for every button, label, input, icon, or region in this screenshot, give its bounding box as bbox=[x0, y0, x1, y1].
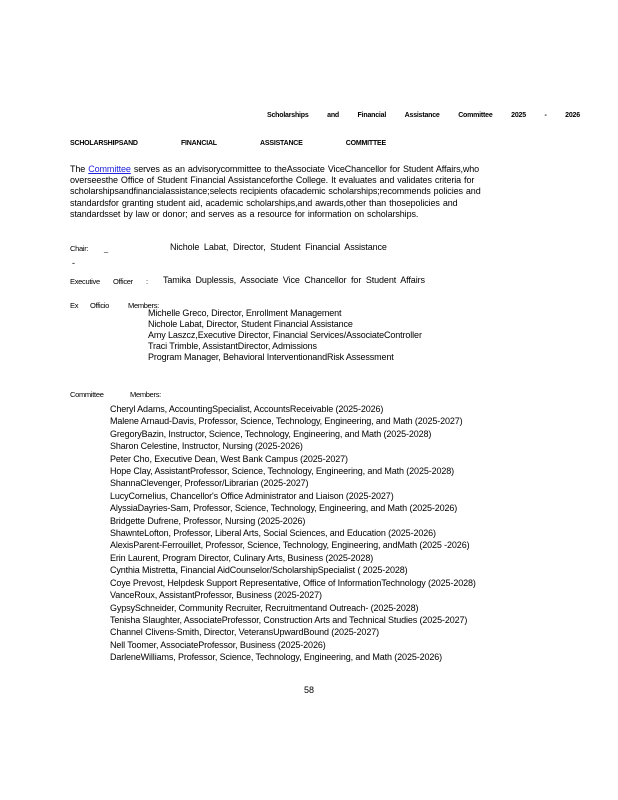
committee-label-2: Members: bbox=[130, 390, 161, 399]
exofficio-member-row: Amy Laszcz,Executive Director, Financial Services/AssociateController bbox=[148, 330, 422, 340]
exofficio-label-2: Officio bbox=[90, 301, 110, 310]
committee-member-row: Coye Prevost, Helpdesk Support Representative, Office of InformationTechnology (2025-2028) bbox=[110, 577, 476, 588]
page-title-word: ASSISTANCE bbox=[260, 140, 303, 147]
committee-member-row: Peter Cho, Executive Dean, West Bank Campus (2025-2027) bbox=[110, 453, 348, 464]
exofficio-label-1: Ex bbox=[70, 301, 79, 310]
committee-member-row: Erin Laurent, Program Director, Culinary Arts, Business (2025-2028) bbox=[110, 552, 374, 563]
committee-member-row: ShannaClevenger, Professor/Librarian (2025-2027) bbox=[110, 478, 309, 489]
committee-member-row: AlyssiaDayries-Sam, Professor, Science, Technology, Engineering, and Math (2025-2026) bbox=[110, 503, 458, 514]
intro-line: overseesthe Office of Student Financial Assistanceforthe College. It evaluates and validates criteria for bbox=[70, 175, 475, 186]
exofficio-member-row: Traci Trimble, AssistantDirector, Admissions bbox=[148, 341, 317, 351]
intro-line1-rest: serves as an advisorycommittee to theAssociate ViceChancellor for Student Affairs,who bbox=[130, 164, 480, 174]
intro-line: scholarshipsandfinancialassistance;selects recipients ofacademic scholarships;recommends policies and bbox=[70, 186, 481, 197]
committee-member-row: GregoryBazin, Instructor, Science, Technology, Engineering, and Math (2025-2028) bbox=[110, 428, 432, 439]
intro-line: standardsfor granting student aid, academic scholarships,and awards,other than thosepolicies and bbox=[70, 197, 458, 208]
running-header-word: Financial bbox=[357, 112, 387, 119]
running-header-word: Assistance bbox=[404, 112, 440, 119]
committee-member-row: Tenisha Slaughter, AssociateProfessor, Construction Arts and Technical Studies (2025-2027) bbox=[110, 614, 468, 625]
intro-paragraph bbox=[70, 164, 586, 220]
intro-line bbox=[70, 164, 586, 175]
running-header-word: Committee bbox=[458, 112, 493, 119]
intro-lines bbox=[70, 175, 586, 220]
committee-member-row: LucyCornelius, Chancellor's Office Administrator and Liaison (2025-2027) bbox=[110, 490, 394, 501]
exofficio-label-3: Members: bbox=[128, 301, 159, 310]
committee-member-row: VanceRoux, AssistantProfessor, Business (2025-2027) bbox=[110, 590, 322, 601]
executive-label-1: Executive bbox=[70, 277, 100, 286]
committee-member-row: GypsySchneider, Community Recruiter, Recruitmentand Outreach- (2025-2028) bbox=[110, 602, 419, 613]
committee-label-1: Committee bbox=[70, 390, 104, 399]
page-title-word: FINANCIAL bbox=[180, 140, 217, 147]
committee-member-row: Malene Arnaud-Davis, Professor, Science, Technology, Engineering, and Math (2025-2027) bbox=[110, 416, 463, 427]
chair-value: Nichole Labat, Director, Student Financial Assistance bbox=[170, 242, 387, 252]
running-header-word: - bbox=[544, 112, 547, 119]
committee-member-row: Cynthia Mistretta, Financial AidCounselor/ScholarshipSpecialist ( 2025-2028) bbox=[110, 565, 408, 576]
running-header-word: and bbox=[327, 112, 339, 119]
running-header-word: 2025 bbox=[511, 112, 526, 119]
committee-member-row: ShawnteLofton, Professor, Liberal Arts, Social Sciences, and Education (2025-2026) bbox=[110, 528, 436, 539]
exofficio-member-row: Program Manager, Behavioral InterventionandRisk Assessment bbox=[148, 352, 394, 362]
committee-member-list bbox=[110, 403, 476, 664]
chair-dash: _ bbox=[104, 244, 108, 253]
exofficio-member-row: Nichole Labat, Director, Student Financial Assistance bbox=[148, 319, 353, 329]
intro-prefix: The bbox=[70, 164, 89, 174]
page-title-word: SCHOLARSHIPSAND bbox=[70, 140, 138, 147]
running-header bbox=[267, 112, 580, 119]
committee-member-row: Cheryl Adams, AccountingSpecialist, AccountsReceivable (2025-2026) bbox=[110, 404, 384, 414]
committee-member-row: DarleneWilliams, Professor, Science, Technology, Engineering, and Math (2025-2026) bbox=[110, 652, 443, 663]
committee-member-row: Bridgette Dufrene, Professor, Nursing (2025-2026) bbox=[110, 515, 306, 526]
stray-dash: - bbox=[72, 258, 75, 268]
exofficio-member-row: Michelle Greco, Director, Enrollment Management bbox=[148, 308, 342, 318]
executive-label-colon: : bbox=[146, 277, 148, 286]
chair-label: Chair: bbox=[70, 244, 89, 253]
committee-link[interactable]: Committee bbox=[88, 164, 131, 174]
executive-value: Tamika Duplessis, Associate Vice Chancellor for Student Affairs bbox=[163, 275, 425, 285]
committee-member-row: Channel Clivens-Smith, Director, VeteransUpwardBound (2025-2027) bbox=[110, 627, 379, 638]
intro-line: standardsset by law or donor; and serves as a resource for information on scholarships. bbox=[70, 208, 419, 219]
committee-member-row: AlexisParent-Ferrouillet, Professor, Science, Technology, Engineering, andMath (2025 -2026) bbox=[110, 540, 470, 551]
running-header-word: Scholarships bbox=[267, 112, 309, 119]
committee-member-row: Nell Toomer, AssociateProfessor, Business (2025-2026) bbox=[110, 639, 326, 650]
page-title bbox=[70, 140, 386, 147]
running-header-word: 2026 bbox=[565, 112, 580, 119]
page-number: 58 bbox=[303, 685, 314, 695]
committee-member-row: Hope Clay, AssistantProfessor, Science, Technology, Engineering, and Math (2025-2028) bbox=[110, 466, 455, 477]
committee-member-row: Sharon Celestine, Instructor, Nursing (2025-2026) bbox=[110, 441, 303, 452]
executive-label-2: Officer bbox=[113, 277, 133, 286]
page-title-word: COMMITTEE bbox=[345, 140, 386, 147]
exofficio-member-list bbox=[148, 308, 422, 363]
